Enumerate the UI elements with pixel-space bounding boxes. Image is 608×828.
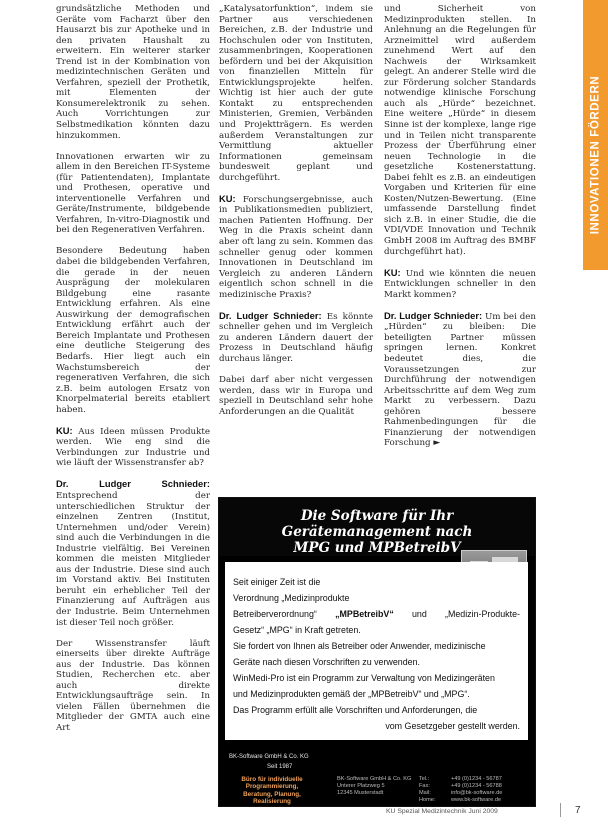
ad-text-line: Geräte nach diesen Vorschriften zu verwenden. bbox=[233, 657, 420, 667]
ad-contact-row bbox=[419, 776, 502, 783]
ad-contact-key: Home: bbox=[419, 797, 436, 803]
running-footer: KU Spezial Medizintechnik Juni 2009 bbox=[386, 808, 498, 815]
ad-headline: Die Software für Ihr bbox=[300, 508, 454, 524]
ad-address bbox=[337, 776, 411, 797]
ad-text-line: Gesetz“ „MPG“ in Kraft getreten. bbox=[233, 625, 361, 635]
ad-header bbox=[219, 498, 535, 556]
question bbox=[219, 194, 373, 300]
question-lead: KU: bbox=[56, 424, 73, 436]
ad-contact-value: +49 (0)1234 - 56788 bbox=[451, 783, 502, 789]
paragraph: Der Wissenstransfer läuft einerseits über direkte Aufträge aus der Industrie. Das können Studien, Recherchen etc. aber auch direkte Entwicklungsaufträge sein. In vielen Fällen übernehmen die Mitglieder der GMTA auch eine Art bbox=[56, 638, 210, 733]
ad-text-line: Das Programm erfüllt alle Vorschriften und Anforderungen, die bbox=[233, 705, 478, 715]
footer-divider bbox=[560, 803, 561, 817]
ad-footer bbox=[219, 750, 535, 806]
ad-address-line: 12345 Musterstadt bbox=[337, 790, 384, 796]
section-tab bbox=[583, 50, 608, 260]
ad-address-line: Unterer Platzweg 5 bbox=[337, 783, 385, 789]
section-tab-label: INNOVATIONEN FÖRDERN bbox=[589, 75, 602, 235]
ad-text-line: WinMedi-Pro ist ein Programm zur Verwaltung von Medizingeräten bbox=[233, 673, 495, 683]
software-advertisement bbox=[218, 497, 536, 807]
text-column-2 bbox=[219, 4, 373, 417]
ad-contact-key: Mail: bbox=[419, 790, 431, 796]
ad-body bbox=[225, 562, 528, 740]
question-text: Und wie könnten die neuen Entwicklungen schneller in den Markt kommen? bbox=[384, 268, 537, 300]
ad-contact-value: info@bk-software.de bbox=[451, 790, 503, 796]
question-lead: KU: bbox=[384, 266, 401, 278]
ad-contact-row bbox=[419, 797, 502, 804]
ad-contact-key: Fax: bbox=[419, 783, 430, 789]
paragraph: Innovationen erwarten wir zu allem in den Bereichen IT-Systeme (für Patientendaten), Implantate und Prothesen, operative und interventionelle Verfahren und Geräte/Instrumente, bildgebende Verfahren, In-vitro-Diagnostik und bei den Regenerativen Verfahren. bbox=[56, 151, 210, 236]
paragraph: „Katalysatorfunktion“, indem sie Partner aus verschiedenen Bereichen, z.B. der Industrie und Hochschulen oder von Instituten, zusammenbringen, Kooperationen befördern und bei der Akquisition von finanziellen Mitteln für Entwicklungsprojekte helfen. Wichtig ist hier auch der gute Kontakt zu entsprechenden Ministerien, Gremien, Verbänden und Projektträgern. Es werden außerdem Veranstaltungen zur Vermittlung aktueller Informationen gemeinsam bundesweit geplant und durchgeführt. bbox=[219, 4, 373, 183]
answer-text: Entsprechend der unterschiedlichen Struktur der einzelnen Zentren (Institut, Unternehmen und/oder Verein) sind auch die Verbindungen in die Industrie vielfältig. Bei Vereinen kommen die meisten Mitglieder aus der Industrie. Diese sind auch im Vorstand aktiv. Bei Instituten beruht ein erheblicher Teil der Finanzierung auf Aufträgen aus der Industrie. Beim Unternehmen ist dieser Teil noch größer. bbox=[56, 490, 210, 628]
continue-arrow-icon: ► bbox=[433, 438, 441, 449]
ad-text-line: und Medizinprodukten gemäß der „MPBetreibV“ und „MPG“. bbox=[233, 689, 470, 699]
answer bbox=[219, 311, 373, 365]
ad-address-line: BK-Software GmbH & Co. KG bbox=[337, 776, 412, 782]
ad-contact-row bbox=[419, 790, 502, 797]
question bbox=[384, 268, 536, 301]
text-column-3 bbox=[384, 4, 536, 449]
answer-text: Um bei den „Hürden“ zu bleiben: Die beteiligten Partner müssen springen lernen. Konkret bedeutet dies, die Voraussetzungen zur Durchführung der notwendigen Arbeitsschritte auf dem Weg zum Markt zu verbessern. Dazu gehören bessere Rahmenbedingungen für die Finanzierung der notwendigen Forschung bbox=[384, 311, 536, 449]
answer-lead: Dr. Ludger Schnieder: bbox=[384, 309, 483, 321]
question-lead: KU: bbox=[219, 192, 236, 204]
ad-since: Seit 1987 bbox=[267, 764, 293, 770]
text-column-1 bbox=[56, 4, 210, 734]
question bbox=[56, 426, 210, 469]
answer-text: Es könnte schneller gehen und im Vergleich zu anderen Ländern dauert der Prozess in Deutschland häufig durchaus länger. bbox=[219, 311, 373, 364]
paragraph: grundsätzliche Methoden und Geräte vom Facharzt über den Hausarzt bis zur Apotheke und in den privaten Haushalt zu erweitern. Ein weiterer starker Trend ist in der Kombination von medizintechnischen Geräten und Verfahren, speziell der Prothetik, mit Elementen der Konsumerelektronik zu sehen. Auch Vorrichtungen zur Selbstmedikation könnten dazu hinzukommen. bbox=[56, 4, 210, 141]
ad-headline: Gerätemanagement nach bbox=[281, 524, 473, 540]
question-text: Aus Ideen müssen Produkte werden. Wie eng sind die Verbindungen zur Industrie und wie läuft der Wissenstransfer ab? bbox=[56, 426, 210, 469]
ad-company-name: BK-Software GmbH & Co. KG bbox=[229, 754, 309, 760]
ad-text-line: Seit einiger Zeit ist die bbox=[233, 577, 321, 587]
question-text: Forschungsergebnisse, auch in Publikationsmedien publiziert, machen Patienten Hoffnung. Der Weg in die Praxis scheint dann aber oft lang zu sein. Kommen das schneller genug oder kommen Innovationen in Deutschland im Vergleich zu anderen Ländern eigentlich schon schnell in die medizinische Praxis? bbox=[219, 194, 373, 300]
answer bbox=[56, 479, 210, 628]
ad-text-line bbox=[233, 606, 520, 622]
ad-headline: MPG und MPBetreibV bbox=[293, 540, 461, 556]
ad-text-line: Sie fordert von Ihnen als Betreiber oder Anwender, medizinische bbox=[233, 641, 486, 651]
ad-contact-value: +49 (0)1234 - 56787 bbox=[451, 776, 502, 782]
ad-text-fragment: Betreiberverordnung“ bbox=[233, 609, 317, 619]
ad-text-line: Verordnung „Medizinprodukte bbox=[233, 593, 350, 603]
ad-text-fragment: und bbox=[411, 609, 427, 619]
ad-text-fragment: „Medizin-Produkte- bbox=[444, 609, 520, 619]
answer-lead: Dr. Ludger Schnieder: bbox=[56, 478, 210, 490]
ad-text-fragment: „MPBetreibV“ bbox=[335, 609, 394, 619]
answer bbox=[384, 311, 536, 449]
ad-contact-row bbox=[419, 783, 502, 790]
page-number: 7 bbox=[575, 805, 581, 816]
paragraph: Dabei darf aber nicht vergessen werden, dass wir in Europa und speziell in Deutschland sehr hohe Anforderungen an die Qualität bbox=[219, 375, 373, 417]
paragraph: und Sicherheit von Medizinprodukten stellen. In Anlehnung an die Regelungen für Arzneimittel wird außerdem zunehmend Wert auf den Nachweis der Wirksamkeit gelegt. An anderer Stelle wird die zur Förderung solcher Standards notwendige klinische Forschung auch als „Hürde“ bezeichnet. Eine weitere „Hürde“ in diesem Sinne ist der komplexe, lange rige und in Teilen nicht transparente Prozess der Überführung einer neuen Technologie in die gesetzliche Kostenerstattung. Dabei fehlt es z.B. an eindeutigen Vorgaben und Kriterien für eine Kosten/Nutzen-Bewertung. (Eine umfassende Darstellung findet sich z.B. in einer Studie, die die VDI/VDE Innovation und Technik GmbH 2008 im Auftrag des BMBF durchgeführt hat). bbox=[384, 4, 536, 257]
ad-slogan: Büro für individuelle Programmierung, Beratung, Planung, Realisierung bbox=[241, 776, 303, 806]
answer-lead: Dr. Ludger Schnieder: bbox=[219, 309, 322, 321]
ad-contact-key: Tel.: bbox=[419, 776, 430, 782]
ad-text-line: vom Gesetzgeber gestellt werden. bbox=[385, 721, 520, 731]
ad-contact-value: www.bk-software.de bbox=[451, 797, 502, 803]
paragraph: Besondere Bedeutung haben dabei die bildgebenden Verfahren, die gerade in der neuen Ausprägung der molekularen Bildgebung eine rasante Entwicklung erfahren. Als eine Auswirkung der demografischen Entwicklung erfährt auch der Bereich Implantate und Prothesen eine deutliche Steigerung des Bedarfs. Hier liegt auch ein Wachstumsbereich der regenerativen Verfahren, die sich z.B. beim autologen Ersatz von Knorpelmaterial bereits etabliert haben. bbox=[56, 246, 210, 415]
ad-contact bbox=[419, 776, 502, 804]
